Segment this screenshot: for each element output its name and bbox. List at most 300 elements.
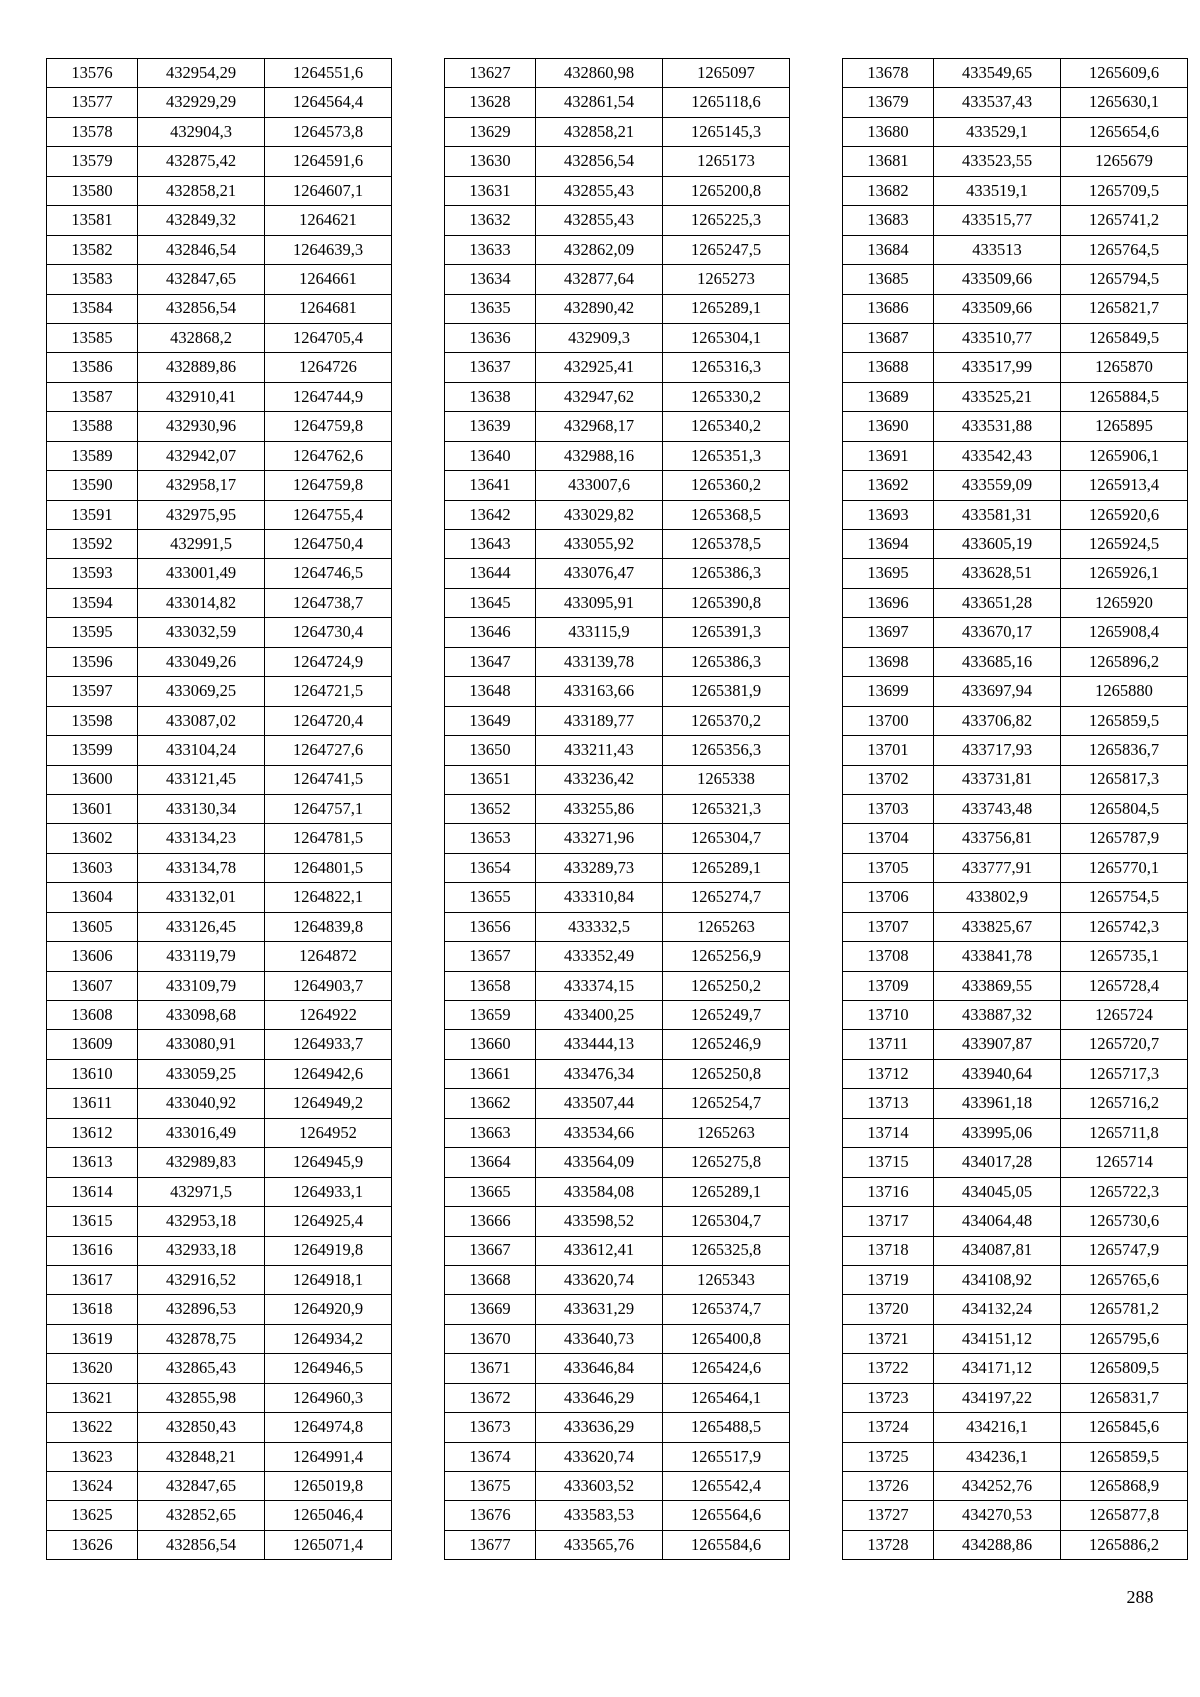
- point-number-cell: 13677: [445, 1530, 536, 1559]
- x-coordinate-cell: 432925,41: [536, 353, 663, 382]
- x-coordinate-cell: 432889,86: [138, 353, 265, 382]
- point-number-cell: 13647: [445, 647, 536, 676]
- table-row: [47, 647, 392, 676]
- point-number-cell: 13651: [445, 765, 536, 794]
- table-row: [445, 1059, 790, 1088]
- x-coordinate-cell: 434132,24: [934, 1295, 1061, 1324]
- point-number-cell: 13673: [445, 1413, 536, 1442]
- table-row: [445, 706, 790, 735]
- x-coordinate-cell: 432947,62: [536, 382, 663, 411]
- point-number-cell: 13688: [843, 353, 934, 382]
- y-coordinate-cell: 1264661: [265, 265, 392, 294]
- table-row: [47, 1001, 392, 1030]
- point-number-cell: 13617: [47, 1265, 138, 1294]
- table-row: [445, 1413, 790, 1442]
- point-number-cell: 13631: [445, 176, 536, 205]
- table-row: [843, 883, 1188, 912]
- y-coordinate-cell: 1265424,6: [663, 1354, 790, 1383]
- x-coordinate-cell: 434197,22: [934, 1383, 1061, 1412]
- x-coordinate-cell: 433098,68: [138, 1001, 265, 1030]
- point-number-cell: 13692: [843, 471, 934, 500]
- y-coordinate-cell: 1265517,9: [663, 1442, 790, 1471]
- table-row: [843, 1295, 1188, 1324]
- table-row: [843, 1177, 1188, 1206]
- point-number-cell: 13592: [47, 530, 138, 559]
- point-number-cell: 13578: [47, 117, 138, 146]
- point-number-cell: 13684: [843, 235, 934, 264]
- y-coordinate-cell: 1265356,3: [663, 736, 790, 765]
- table-row: [445, 471, 790, 500]
- x-coordinate-cell: 433743,48: [934, 794, 1061, 823]
- x-coordinate-cell: 433310,84: [536, 883, 663, 912]
- point-number-cell: 13670: [445, 1324, 536, 1353]
- point-number-cell: 13629: [445, 117, 536, 146]
- y-coordinate-cell: 1264591,6: [265, 147, 392, 176]
- point-number-cell: 13680: [843, 117, 934, 146]
- point-number-cell: 13645: [445, 588, 536, 617]
- point-number-cell: 13577: [47, 88, 138, 117]
- table-row: [47, 117, 392, 146]
- y-coordinate-cell: 1264952: [265, 1118, 392, 1147]
- table-row: [47, 618, 392, 647]
- x-coordinate-cell: 433289,73: [536, 853, 663, 882]
- y-coordinate-cell: 1264903,7: [265, 971, 392, 1000]
- point-number-cell: 13597: [47, 677, 138, 706]
- coordinates-table-3: [842, 58, 1188, 1560]
- y-coordinate-cell: 1264933,7: [265, 1030, 392, 1059]
- y-coordinate-cell: 1265795,6: [1061, 1324, 1188, 1353]
- point-number-cell: 13590: [47, 471, 138, 500]
- x-coordinate-cell: 433603,52: [536, 1472, 663, 1501]
- point-number-cell: 13646: [445, 618, 536, 647]
- table-row: [843, 942, 1188, 971]
- y-coordinate-cell: 1265722,3: [1061, 1177, 1188, 1206]
- y-coordinate-cell: 1265249,7: [663, 1001, 790, 1030]
- table-row: [47, 1265, 392, 1294]
- table-row: [47, 853, 392, 882]
- x-coordinate-cell: 432968,17: [536, 412, 663, 441]
- point-number-cell: 13618: [47, 1295, 138, 1324]
- table-row: [47, 500, 392, 529]
- x-coordinate-cell: 432988,16: [536, 441, 663, 470]
- table-row: [47, 265, 392, 294]
- y-coordinate-cell: 1265679: [1061, 147, 1188, 176]
- table-row: [445, 147, 790, 176]
- table-row: [445, 1148, 790, 1177]
- point-number-cell: 13632: [445, 206, 536, 235]
- y-coordinate-cell: 1264681: [265, 294, 392, 323]
- table-row: [47, 1059, 392, 1088]
- point-number-cell: 13726: [843, 1472, 934, 1501]
- table-row: [843, 1442, 1188, 1471]
- table-row: [47, 235, 392, 264]
- y-coordinate-cell: 1265920,6: [1061, 500, 1188, 529]
- point-number-cell: 13605: [47, 912, 138, 941]
- x-coordinate-cell: 432848,21: [138, 1442, 265, 1471]
- table-row: [445, 1089, 790, 1118]
- table-row: [47, 382, 392, 411]
- x-coordinate-cell: 433509,66: [934, 265, 1061, 294]
- point-number-cell: 13704: [843, 824, 934, 853]
- table-row: [445, 1530, 790, 1559]
- y-coordinate-cell: 1265845,6: [1061, 1413, 1188, 1442]
- x-coordinate-cell: 432847,65: [138, 1472, 265, 1501]
- y-coordinate-cell: 1265908,4: [1061, 618, 1188, 647]
- table-row: [843, 412, 1188, 441]
- y-coordinate-cell: 1265730,6: [1061, 1207, 1188, 1236]
- table-row: [47, 441, 392, 470]
- table-row: [843, 117, 1188, 146]
- x-coordinate-cell: 432855,98: [138, 1383, 265, 1412]
- point-number-cell: 13604: [47, 883, 138, 912]
- y-coordinate-cell: 1265877,8: [1061, 1501, 1188, 1530]
- point-number-cell: 13601: [47, 794, 138, 823]
- y-coordinate-cell: 1265360,2: [663, 471, 790, 500]
- y-coordinate-cell: 1265273: [663, 265, 790, 294]
- point-number-cell: 13582: [47, 235, 138, 264]
- y-coordinate-cell: 1265609,6: [1061, 59, 1188, 88]
- point-number-cell: 13683: [843, 206, 934, 235]
- x-coordinate-cell: 432856,54: [536, 147, 663, 176]
- y-coordinate-cell: 1265330,2: [663, 382, 790, 411]
- table-row: [445, 824, 790, 853]
- point-number-cell: 13654: [445, 853, 536, 882]
- table-row: [445, 1501, 790, 1530]
- x-coordinate-cell: 432855,43: [536, 206, 663, 235]
- point-number-cell: 13694: [843, 530, 934, 559]
- point-number-cell: 13666: [445, 1207, 536, 1236]
- table-row: [47, 1295, 392, 1324]
- table-row: [843, 59, 1188, 88]
- point-number-cell: 13693: [843, 500, 934, 529]
- point-number-cell: 13710: [843, 1001, 934, 1030]
- table-row: [843, 471, 1188, 500]
- point-number-cell: 13701: [843, 736, 934, 765]
- y-coordinate-cell: 1265880: [1061, 677, 1188, 706]
- table-row: [445, 265, 790, 294]
- x-coordinate-cell: 433507,44: [536, 1089, 663, 1118]
- x-coordinate-cell: 432933,18: [138, 1236, 265, 1265]
- x-coordinate-cell: 432896,53: [138, 1295, 265, 1324]
- x-coordinate-cell: 433510,77: [934, 323, 1061, 352]
- x-coordinate-cell: 433134,23: [138, 824, 265, 853]
- x-coordinate-cell: 432862,09: [536, 235, 663, 264]
- point-number-cell: 13672: [445, 1383, 536, 1412]
- y-coordinate-cell: 1265754,5: [1061, 883, 1188, 912]
- table-row: [843, 1118, 1188, 1147]
- x-coordinate-cell: 432916,52: [138, 1265, 265, 1294]
- table-row: [843, 1324, 1188, 1353]
- table-row: [843, 382, 1188, 411]
- x-coordinate-cell: 432930,96: [138, 412, 265, 441]
- x-coordinate-cell: 433519,1: [934, 176, 1061, 205]
- table-row: [47, 1030, 392, 1059]
- x-coordinate-cell: 432868,2: [138, 323, 265, 352]
- y-coordinate-cell: 1265868,9: [1061, 1472, 1188, 1501]
- y-coordinate-cell: 1264759,8: [265, 412, 392, 441]
- table-row: [445, 1295, 790, 1324]
- y-coordinate-cell: 1265378,5: [663, 530, 790, 559]
- table-row: [47, 1236, 392, 1265]
- x-coordinate-cell: 433007,6: [536, 471, 663, 500]
- point-number-cell: 13608: [47, 1001, 138, 1030]
- x-coordinate-cell: 433559,09: [934, 471, 1061, 500]
- x-coordinate-cell: 433620,74: [536, 1265, 663, 1294]
- y-coordinate-cell: 1265781,2: [1061, 1295, 1188, 1324]
- y-coordinate-cell: 1265720,7: [1061, 1030, 1188, 1059]
- table-row: [445, 412, 790, 441]
- x-coordinate-cell: 432877,64: [536, 265, 663, 294]
- point-number-cell: 13657: [445, 942, 536, 971]
- table-row: [843, 588, 1188, 617]
- table-row: [47, 1501, 392, 1530]
- x-coordinate-cell: 434017,28: [934, 1148, 1061, 1177]
- y-coordinate-cell: 1265770,1: [1061, 853, 1188, 882]
- point-number-cell: 13650: [445, 736, 536, 765]
- y-coordinate-cell: 1264730,4: [265, 618, 392, 647]
- x-coordinate-cell: 432846,54: [138, 235, 265, 264]
- table-row: [47, 1324, 392, 1353]
- x-coordinate-cell: 434171,12: [934, 1354, 1061, 1383]
- point-number-cell: 13583: [47, 265, 138, 294]
- table-row: [843, 824, 1188, 853]
- table-row: [843, 88, 1188, 117]
- point-number-cell: 13599: [47, 736, 138, 765]
- y-coordinate-cell: 1265906,1: [1061, 441, 1188, 470]
- table-row: [843, 1059, 1188, 1088]
- table-row: [445, 382, 790, 411]
- point-number-cell: 13660: [445, 1030, 536, 1059]
- x-coordinate-cell: 432909,3: [536, 323, 663, 352]
- table-row: [445, 588, 790, 617]
- point-number-cell: 13705: [843, 853, 934, 882]
- table-row: [445, 500, 790, 529]
- y-coordinate-cell: 1265859,5: [1061, 1442, 1188, 1471]
- table-row: [47, 1207, 392, 1236]
- y-coordinate-cell: 1265381,9: [663, 677, 790, 706]
- x-coordinate-cell: 433515,77: [934, 206, 1061, 235]
- point-number-cell: 13678: [843, 59, 934, 88]
- x-coordinate-cell: 433076,47: [536, 559, 663, 588]
- point-number-cell: 13589: [47, 441, 138, 470]
- y-coordinate-cell: 1265118,6: [663, 88, 790, 117]
- y-coordinate-cell: 1264991,4: [265, 1442, 392, 1471]
- x-coordinate-cell: 433400,25: [536, 1001, 663, 1030]
- x-coordinate-cell: 433352,49: [536, 942, 663, 971]
- point-number-cell: 13652: [445, 794, 536, 823]
- point-number-cell: 13616: [47, 1236, 138, 1265]
- x-coordinate-cell: 433055,92: [536, 530, 663, 559]
- x-coordinate-cell: 434270,53: [934, 1501, 1061, 1530]
- x-coordinate-cell: 433032,59: [138, 618, 265, 647]
- table-row: [843, 706, 1188, 735]
- x-coordinate-cell: 433636,29: [536, 1413, 663, 1442]
- table-row: [843, 1207, 1188, 1236]
- table-row: [445, 294, 790, 323]
- y-coordinate-cell: 1264573,8: [265, 117, 392, 146]
- y-coordinate-cell: 1264720,4: [265, 706, 392, 735]
- x-coordinate-cell: 432929,29: [138, 88, 265, 117]
- y-coordinate-cell: 1265709,5: [1061, 176, 1188, 205]
- x-coordinate-cell: 432855,43: [536, 176, 663, 205]
- table-row: [843, 1383, 1188, 1412]
- y-coordinate-cell: 1265254,7: [663, 1089, 790, 1118]
- x-coordinate-cell: 434087,81: [934, 1236, 1061, 1265]
- y-coordinate-cell: 1265263: [663, 912, 790, 941]
- x-coordinate-cell: 433014,82: [138, 588, 265, 617]
- x-coordinate-cell: 433731,81: [934, 765, 1061, 794]
- x-coordinate-cell: 433236,42: [536, 765, 663, 794]
- table-row: [445, 677, 790, 706]
- y-coordinate-cell: 1265173: [663, 147, 790, 176]
- point-number-cell: 13655: [445, 883, 536, 912]
- point-number-cell: 13594: [47, 588, 138, 617]
- point-number-cell: 13627: [445, 59, 536, 88]
- x-coordinate-cell: 433542,43: [934, 441, 1061, 470]
- x-coordinate-cell: 433640,73: [536, 1324, 663, 1353]
- point-number-cell: 13636: [445, 323, 536, 352]
- y-coordinate-cell: 1265338: [663, 765, 790, 794]
- table-row: [47, 147, 392, 176]
- x-coordinate-cell: 433646,29: [536, 1383, 663, 1412]
- table-row: [445, 235, 790, 264]
- y-coordinate-cell: 1264960,3: [265, 1383, 392, 1412]
- point-number-cell: 13596: [47, 647, 138, 676]
- point-number-cell: 13689: [843, 382, 934, 411]
- y-coordinate-cell: 1265097: [663, 59, 790, 88]
- y-coordinate-cell: 1264726: [265, 353, 392, 382]
- y-coordinate-cell: 1264822,1: [265, 883, 392, 912]
- x-coordinate-cell: 434108,92: [934, 1265, 1061, 1294]
- point-number-cell: 13610: [47, 1059, 138, 1088]
- point-number-cell: 13587: [47, 382, 138, 411]
- table-row: [47, 794, 392, 823]
- y-coordinate-cell: 1265886,2: [1061, 1530, 1188, 1559]
- x-coordinate-cell: 433189,77: [536, 706, 663, 735]
- y-coordinate-cell: 1265742,3: [1061, 912, 1188, 941]
- y-coordinate-cell: 1264746,5: [265, 559, 392, 588]
- table-row: [47, 765, 392, 794]
- x-coordinate-cell: 433612,41: [536, 1236, 663, 1265]
- y-coordinate-cell: 1265716,2: [1061, 1089, 1188, 1118]
- y-coordinate-cell: 1265351,3: [663, 441, 790, 470]
- y-coordinate-cell: 1265400,8: [663, 1324, 790, 1353]
- point-number-cell: 13712: [843, 1059, 934, 1088]
- y-coordinate-cell: 1265340,2: [663, 412, 790, 441]
- table-row: [843, 323, 1188, 352]
- table-row: [47, 971, 392, 1000]
- table-row: [47, 353, 392, 382]
- point-number-cell: 13576: [47, 59, 138, 88]
- point-number-cell: 13661: [445, 1059, 536, 1088]
- x-coordinate-cell: 434151,12: [934, 1324, 1061, 1353]
- table-row: [843, 206, 1188, 235]
- y-coordinate-cell: 1265926,1: [1061, 559, 1188, 588]
- y-coordinate-cell: 1264762,6: [265, 441, 392, 470]
- point-number-cell: 13593: [47, 559, 138, 588]
- y-coordinate-cell: 1265817,3: [1061, 765, 1188, 794]
- table-row: [445, 618, 790, 647]
- x-coordinate-cell: 433115,9: [536, 618, 663, 647]
- table-row: [445, 117, 790, 146]
- x-coordinate-cell: 432910,41: [138, 382, 265, 411]
- table-row: [47, 912, 392, 941]
- x-coordinate-cell: 433104,24: [138, 736, 265, 765]
- table-row: [843, 441, 1188, 470]
- table-row: [445, 1472, 790, 1501]
- y-coordinate-cell: 1265304,1: [663, 323, 790, 352]
- table-row: [47, 588, 392, 617]
- table-row: [445, 1118, 790, 1147]
- point-number-cell: 13635: [445, 294, 536, 323]
- table-row: [47, 824, 392, 853]
- y-coordinate-cell: 1264741,5: [265, 765, 392, 794]
- table-row: [445, 176, 790, 205]
- y-coordinate-cell: 1265390,8: [663, 588, 790, 617]
- y-coordinate-cell: 1264551,6: [265, 59, 392, 88]
- x-coordinate-cell: 432975,95: [138, 500, 265, 529]
- table-row: [47, 1530, 392, 1559]
- y-coordinate-cell: 1264781,5: [265, 824, 392, 853]
- x-coordinate-cell: 432858,21: [536, 117, 663, 146]
- point-number-cell: 13580: [47, 176, 138, 205]
- x-coordinate-cell: 433271,96: [536, 824, 663, 853]
- point-number-cell: 13700: [843, 706, 934, 735]
- table-row: [47, 1472, 392, 1501]
- x-coordinate-cell: 433109,79: [138, 971, 265, 1000]
- y-coordinate-cell: 1264564,4: [265, 88, 392, 117]
- x-coordinate-cell: 433332,5: [536, 912, 663, 941]
- y-coordinate-cell: 1265304,7: [663, 824, 790, 853]
- y-coordinate-cell: 1265225,3: [663, 206, 790, 235]
- point-number-cell: 13581: [47, 206, 138, 235]
- y-coordinate-cell: 1265765,6: [1061, 1265, 1188, 1294]
- y-coordinate-cell: 1265724: [1061, 1001, 1188, 1030]
- y-coordinate-cell: 1264872: [265, 942, 392, 971]
- y-coordinate-cell: 1265325,8: [663, 1236, 790, 1265]
- point-number-cell: 13717: [843, 1207, 934, 1236]
- x-coordinate-cell: 433549,65: [934, 59, 1061, 88]
- y-coordinate-cell: 1265821,7: [1061, 294, 1188, 323]
- point-number-cell: 13642: [445, 500, 536, 529]
- x-coordinate-cell: 433525,21: [934, 382, 1061, 411]
- y-coordinate-cell: 1265804,5: [1061, 794, 1188, 823]
- y-coordinate-cell: 1264918,1: [265, 1265, 392, 1294]
- x-coordinate-cell: 433029,82: [536, 500, 663, 529]
- x-coordinate-cell: 433016,49: [138, 1118, 265, 1147]
- x-coordinate-cell: 433132,01: [138, 883, 265, 912]
- point-number-cell: 13690: [843, 412, 934, 441]
- table-row: [843, 1501, 1188, 1530]
- y-coordinate-cell: 1265019,8: [265, 1472, 392, 1501]
- table-row: [843, 1030, 1188, 1059]
- point-number-cell: 13659: [445, 1001, 536, 1030]
- point-number-cell: 13703: [843, 794, 934, 823]
- y-coordinate-cell: 1265794,5: [1061, 265, 1188, 294]
- table-row: [47, 176, 392, 205]
- table-row: [843, 912, 1188, 941]
- x-coordinate-cell: 432971,5: [138, 1177, 265, 1206]
- x-coordinate-cell: 433646,84: [536, 1354, 663, 1383]
- point-number-cell: 13619: [47, 1324, 138, 1353]
- y-coordinate-cell: 1265246,9: [663, 1030, 790, 1059]
- y-coordinate-cell: 1264934,2: [265, 1324, 392, 1353]
- y-coordinate-cell: 1264801,5: [265, 853, 392, 882]
- x-coordinate-cell: 432860,98: [536, 59, 663, 88]
- point-number-cell: 13699: [843, 677, 934, 706]
- table-row: [843, 1089, 1188, 1118]
- table-row: [843, 176, 1188, 205]
